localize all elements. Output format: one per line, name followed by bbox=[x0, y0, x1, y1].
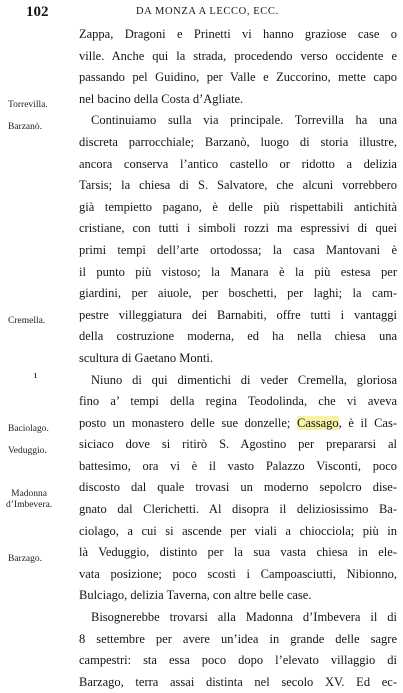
margin-note-barzano: Barzanò. bbox=[8, 122, 43, 132]
text-line: nel bacino della Costa d’Agliate. bbox=[79, 91, 244, 106]
text-line: della costruzione moderna, ed ha nella chiesa una bbox=[79, 329, 397, 344]
page-header bbox=[26, 4, 396, 22]
text-line: ancora conserva l’antico castello or ridotto a delizia bbox=[79, 156, 397, 171]
text-line: cristiane, con tutti i simboli rozzi ma espressivi di quei bbox=[79, 221, 397, 236]
text-line: campestri: sta essa poco dopo l’elevato villaggio di bbox=[79, 653, 397, 668]
text-line-highlighted bbox=[79, 413, 397, 435]
text-line: vata posizione; poco scosti i Campoasciutti, Nibionno, bbox=[79, 566, 397, 581]
margin-note-madonna-imbevera: Madonna d’Imbevera. bbox=[6, 489, 53, 510]
text-line: 8 settembre per avere un’idea in grande delle sagre bbox=[79, 631, 397, 646]
text-line: discosto dal quale trovasi un moderno sepolcro dise- bbox=[79, 480, 397, 495]
text-line: siciaco dove si ritirò S. Agostino per prepararsi al bbox=[79, 437, 397, 452]
highlighted-text: posto un monastero delle sue donzelle; Cassago, è il Cas- bbox=[79, 415, 397, 430]
margin-note-torrevilla: Torrevilla. bbox=[8, 100, 48, 110]
text-line: già tempietto pagano, è delle più rispettabili antichità bbox=[79, 199, 397, 214]
text-line: Bisognerebbe trovarsi alla Madonna d’Imbevera il di bbox=[91, 610, 397, 625]
margin-note-baciolago: Baciolago. bbox=[8, 424, 49, 434]
page-number: 102 bbox=[26, 4, 49, 20]
text-line: passando pel Guidino, per Valle e Zuccorino, mette capo bbox=[79, 70, 397, 85]
text-line: Zappa, Dragoni e Prinetti vi hanno graziose case o bbox=[79, 27, 397, 41]
text-line: battesimo, ora vi è il vasto Palazzo Visconti, poco bbox=[79, 458, 397, 473]
text-line: ville. Anche qui la strada, procedendo verso occidente e bbox=[79, 48, 397, 63]
text-line: gnato dal Clerichetti. Al disopra il deliziosissimo Ba- bbox=[79, 502, 397, 517]
text-line: ciolago, a cui si ascende per viali a chiocciola; più in bbox=[79, 523, 397, 538]
margin-note-veduggio: Veduggio. bbox=[8, 446, 47, 456]
text-line: fino a’ tempi della regina Teodolinda, che vi aveva bbox=[79, 394, 397, 409]
body-text bbox=[79, 24, 397, 693]
text-line: Continuiamo sulla via principale. Torrevilla ha una bbox=[91, 113, 397, 128]
text-line: giardini, per aiuole, per boschetti, per laghi; la cam- bbox=[79, 286, 397, 301]
text-line: il punto più vistoso; la Manara è la più estesa per bbox=[79, 264, 397, 279]
text-line: Tarsis; la chiesa di S. Salvatore, che alcuni vorrebbero bbox=[79, 178, 397, 193]
text-line: pestre villeggiatura dei Barnabiti, offre tutti i vantaggi bbox=[79, 307, 397, 322]
highlight-mark: Cassago bbox=[297, 415, 339, 430]
text-line: là Veduggio, distinto per la sua vasta chiesa in ele- bbox=[79, 545, 397, 560]
text-line: primi tempi dell’arte ortodossa; la casa Mantovani è bbox=[79, 242, 397, 257]
margin-note-cremella: Cremella. bbox=[8, 316, 46, 326]
margin-note-barzago: Barzago. bbox=[8, 554, 43, 564]
margin-mark: ı bbox=[34, 369, 38, 381]
running-head: DA MONZA A LECCO, ECC. bbox=[136, 6, 279, 17]
text-line: Barzago, terra assai distinta nel secolo XV. Ed ec- bbox=[79, 674, 397, 689]
text-line: discreta parrocchiale; Barzanò, luogo di storia illustre, bbox=[79, 134, 397, 149]
text-line: scultura di Gaetano Monti. bbox=[79, 350, 213, 365]
text-line: Niuno di qui dimentichi di veder Cremella, gloriosa bbox=[91, 372, 397, 387]
text-line: Bulciago, delizia Taverna, con altre belle case. bbox=[79, 588, 312, 603]
